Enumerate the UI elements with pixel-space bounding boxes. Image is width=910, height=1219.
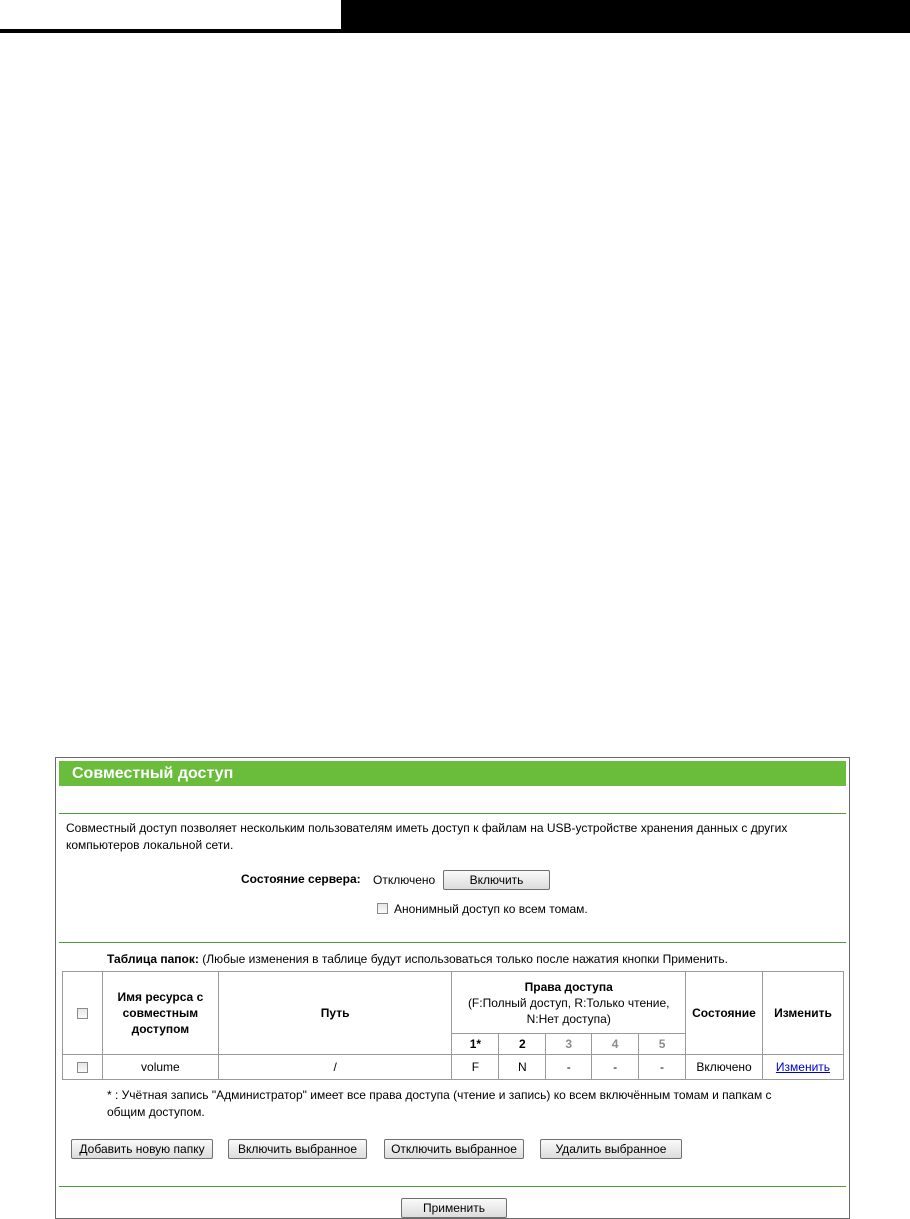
anonymous-access-checkbox[interactable]: [377, 903, 388, 914]
table-row: [63, 1055, 844, 1080]
panel-title: Совместный доступ: [59, 761, 846, 786]
panel-description: Совместный доступ позволяет нескольким пользователям иметь доступ к файлам на USB-устройстве хранения данных с других компьютеров локальной сети.: [66, 821, 788, 852]
divider-bottom: [59, 1186, 846, 1187]
server-state-label: Состояние сервера:: [241, 872, 361, 886]
anonymous-access-option: [377, 902, 588, 916]
top-bar-left-block: [0, 0, 341, 29]
admin-footnote: * : Учётная запись "Администратор" имеет все права доступа (чтение и запись) ко всем включённым томам и папкам с общим доступом.: [107, 1088, 772, 1119]
access-cell: -: [639, 1055, 686, 1080]
folder-table-note: [107, 952, 728, 966]
access-col-4: 4: [592, 1034, 639, 1055]
access-col-5: 5: [639, 1034, 686, 1055]
sharing-panel: [55, 757, 850, 1219]
top-bar-underline: [0, 29, 341, 33]
access-rights-legend: (F:Полный доступ, R:Только чтение,: [467, 995, 670, 1010]
share-name-header-line: Имя ресурса с: [117, 990, 204, 1004]
state-cell: Включено: [686, 1055, 763, 1080]
share-name-header-line: совместным: [122, 1006, 199, 1020]
edit-header: Изменить: [762, 972, 843, 1055]
edit-link[interactable]: Изменить: [775, 1060, 831, 1074]
access-cell: F: [452, 1055, 499, 1080]
delete-selected-button[interactable]: Удалить выбранное: [540, 1139, 682, 1159]
access-rights-legend: N:Нет доступа): [526, 1011, 611, 1026]
access-cell: -: [546, 1055, 592, 1080]
disable-selected-button[interactable]: Отключить выбранное: [384, 1139, 524, 1159]
access-col-3: 3: [546, 1034, 592, 1055]
select-all-checkbox[interactable]: [77, 1008, 88, 1019]
path-cell: /: [218, 1055, 452, 1080]
share-name-header: [102, 972, 218, 1055]
share-name-header-line: доступом: [131, 1022, 190, 1036]
folder-table-note-title: Таблица папок:: [107, 952, 199, 966]
edit-cell: [762, 1055, 843, 1080]
row-checkbox[interactable]: [77, 1062, 88, 1073]
access-cell: -: [592, 1055, 639, 1080]
row-select-cell: [63, 1055, 103, 1080]
access-cell: N: [499, 1055, 546, 1080]
enable-server-button[interactable]: Включить: [443, 870, 550, 890]
access-col-1: 1*: [452, 1034, 499, 1055]
top-bar: [0, 0, 910, 33]
select-all-cell: [63, 972, 103, 1055]
folder-table: [62, 971, 844, 1080]
state-header: Состояние: [686, 972, 763, 1055]
access-rights-header: [452, 972, 686, 1034]
divider-middle: [59, 942, 846, 943]
path-header: Путь: [218, 972, 452, 1055]
add-folder-button[interactable]: Добавить новую папку: [71, 1139, 213, 1159]
access-rights-title: Права доступа: [524, 979, 613, 994]
share-name-cell: volume: [102, 1055, 218, 1080]
access-col-2: 2: [499, 1034, 546, 1055]
divider-top: [59, 813, 846, 814]
folder-table-note-text: (Любые изменения в таблице будут использоваться только после нажатия кнопки Применить.: [198, 952, 728, 966]
enable-selected-button[interactable]: Включить выбранное: [228, 1139, 367, 1159]
anonymous-access-label: Анонимный доступ ко всем томам.: [394, 902, 588, 916]
apply-button[interactable]: Применить: [401, 1198, 507, 1218]
server-state-value: Отключено: [373, 873, 436, 887]
